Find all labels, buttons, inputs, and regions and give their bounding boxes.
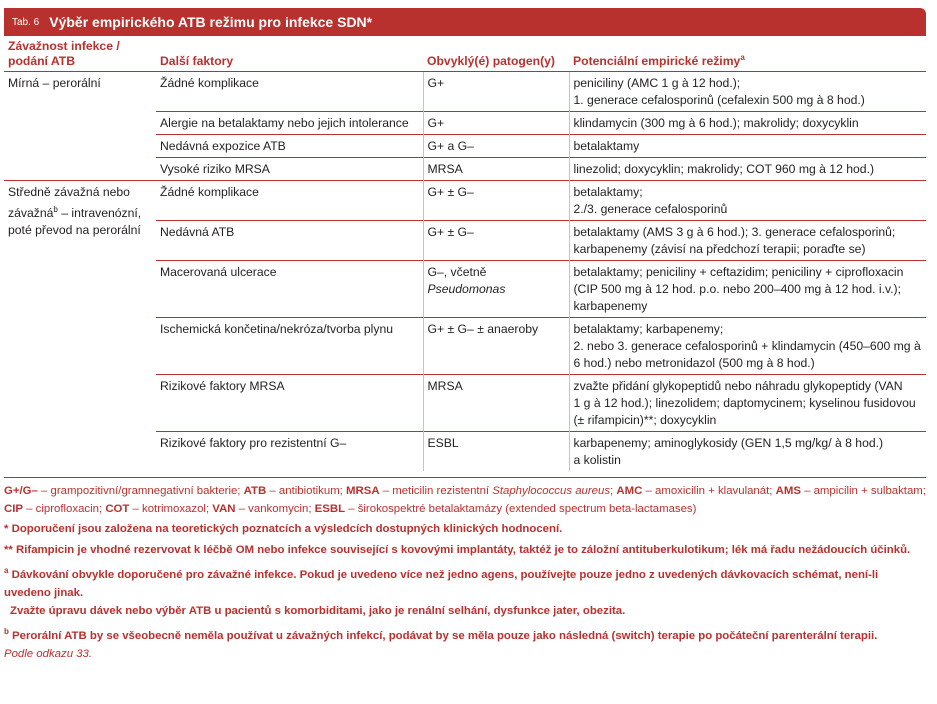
table-row: [4, 181, 926, 221]
factor-cell: Nedávná ATB: [156, 221, 423, 261]
table-row: [4, 72, 926, 112]
factor-cell: Rizikové faktory pro rezistentní G–: [156, 432, 423, 472]
factor-cell: Rizikové faktory MRSA: [156, 375, 423, 432]
pathogen-cell: G+: [423, 72, 569, 112]
pathogen-cell: G+ ± G–: [423, 181, 569, 221]
table-title-bar: [4, 8, 926, 36]
note-star: * Doporučení jsou založena na teoretických poznatcích a výsledcích dostupných klinických hodnocení.: [4, 523, 563, 535]
regimen-cell: karbapenemy; aminoglykosidy (GEN 1,5 mg/kg/ à 8 hod.) a kolistin: [569, 432, 926, 472]
regimen-cell: betalaktamy; peniciliny + ceftazidim; peniciliny + ciprofloxacin (CIP 500 mg à 12 hod. p.o. nebo 200–400 mg à 12 hod. i.v.); karbapenemy: [569, 261, 926, 318]
factor-cell: Ischemická končetina/nekróza/tvorba plynu: [156, 318, 423, 375]
note-a: $^a$ Dávkování obvykle doporučené pro závažné infekce. Pokud je uvedeno více než jedno agens, používejte pouze jedno z uvedených dávkovacích schémat, není-li uvedeno jinak. Zvažte úpravu dávek nebo výběr ATB u pacientů s komorbiditami, jako je renální selhání, dysfunkce jater, obezita.: [4, 566, 879, 617]
severity-cell: Středně závažná nebo závažná$^b$ – intravenózní, poté převod na perorální: [4, 181, 156, 472]
table-notes: [4, 482, 926, 663]
pathogen-cell: G+: [423, 112, 569, 135]
regimen-cell: betalaktamy: [569, 135, 926, 158]
regimen-cell: linezolid; doxycyklin; makrolidy; COT 960 mg à 12 hod.): [569, 158, 926, 181]
regimen-cell: peniciliny (AMC 1 g à 12 hod.); 1. generace cefalosporinů (cefalexin 500 mg à 8 hod.): [569, 72, 926, 112]
note-b: $^b$ Perorální ATB by se všeobecně neměla používat u závažných infekcí, podávat by se měla pouze jako následná (switch) terapie po počáteční parenterální terapii.: [4, 626, 878, 642]
regimen-cell: betalaktamy; 2./3. generace cefalosporinů: [569, 181, 926, 221]
pathogen-cell: MRSA: [423, 375, 569, 432]
factor-cell: Vysoké riziko MRSA: [156, 158, 423, 181]
factor-cell: Alergie na betalaktamy nebo jejich intolerance: [156, 112, 423, 135]
pathogen-cell: G+ ± G– ± anaeroby: [423, 318, 569, 375]
regimen-cell: zvažte přidání glykopeptidů nebo náhradu glykopeptidy (VAN 1 g à 12 hod.); linezolidem; daptomycinem; kyselinou fusidovou (± rifampicin)**; doxycyklin: [569, 375, 926, 432]
regimen-cell: betalaktamy (AMS 3 g à 6 hod.); 3. generace cefalosporinů; karbapenemy (závisí na předchozí terapii; poraďte se): [569, 221, 926, 261]
factor-cell: Žádné komplikace: [156, 181, 423, 221]
pathogen-cell: MRSA: [423, 158, 569, 181]
header-severity: Závažnost infekce / podání ATB: [4, 36, 156, 72]
severity-cell: Mírná – perorální: [4, 72, 156, 181]
note-double-star: ** Rifampicin je vhodné rezervovat k léčbě OM nebo infekce související s kovovými implantáty, taktéž je to záložní antituberkulotikum; lék má řadu nežádoucích účinků.: [4, 544, 911, 556]
regimen-cell: betalaktamy; karbapenemy; 2. nebo 3. generace cefalosporinů + klindamycin (450–600 mg à 6 hod.) nebo metronidazol (500 mg à 8 hod.): [569, 318, 926, 375]
table-number: Tab. 6: [12, 16, 40, 28]
factor-cell: Macerovaná ulcerace: [156, 261, 423, 318]
pathogen-cell: G+ a G–: [423, 135, 569, 158]
abbreviations: G+/G– – grampozitivní/gramnegativní bakterie; ATB – antibiotikum; MRSA – meticilin rezistentní Staphylococcus aureus; AMC – amoxicilin + klavulanát; AMS – ampicilin + sulbaktam; CIP – ciprofloxacin; COT – kotrimoxazol; VAN – vankomycin; ESBL – širokospektré betalaktamázy (extended spectrum beta-lactamases): [4, 485, 926, 515]
header-row: [4, 36, 926, 72]
pathogen-cell: ESBL: [423, 432, 569, 472]
header-factors: Další faktory: [156, 36, 423, 72]
header-regimen: Potenciální empirické režimy$^a$: [569, 36, 926, 72]
factor-cell: Nedávná expozice ATB: [156, 135, 423, 158]
table-container: [4, 8, 926, 663]
regimen-table: [4, 36, 926, 471]
pathogen-cell: G+ ± G–: [423, 221, 569, 261]
table-title: Výběr empirického ATB režimu pro infekce SDN*: [49, 14, 373, 30]
regimen-cell: klindamycin (300 mg à 6 hod.); makrolidy; doxycyklin: [569, 112, 926, 135]
factor-cell: Žádné komplikace: [156, 72, 423, 112]
source-note: Podle odkazu 33.: [4, 647, 93, 660]
table-bottom-rule: [4, 477, 926, 478]
header-pathogen: Obvyklý(é) patogen(y): [423, 36, 569, 72]
pathogen-cell: G–, včetně Pseudomonas: [423, 261, 569, 318]
